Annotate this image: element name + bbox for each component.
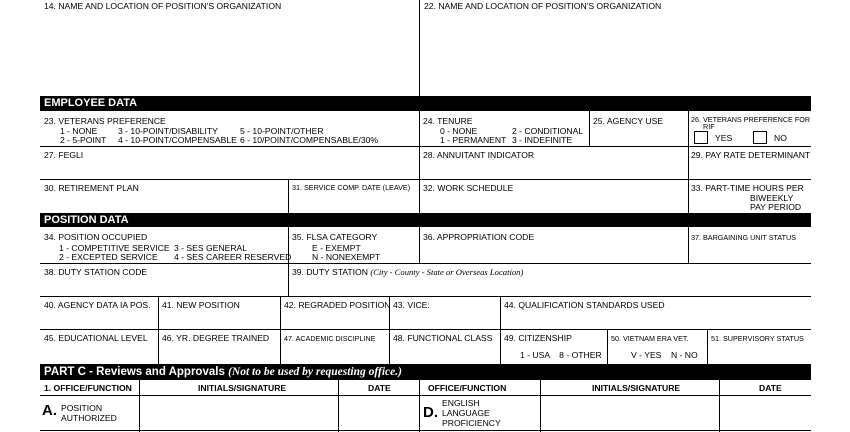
row-a-date-input[interactable] xyxy=(340,397,417,430)
field-29-label: 29. PAY RATE DETERMINANT xyxy=(691,150,811,160)
field-22-label: 22. NAME AND LOCATION OF POSITION'S ORGANIZATION xyxy=(424,1,662,11)
employee-data-header: EMPLOYEE DATA xyxy=(40,96,811,111)
field-39-label xyxy=(292,267,523,277)
field-26-label: 26. VETERANS PREFERENCE FOR xyxy=(691,115,811,124)
field-39-note: (City - County - State or Overseas Location) xyxy=(370,267,524,277)
vet-pref-opt-6: 6 - 10/POINT/COMPENSABLE/30% xyxy=(240,135,379,145)
vet-pref-opt-4: 4 - 10-POINT/COMPENSABLE xyxy=(118,135,237,145)
vet-pref-rif-yes-checkbox[interactable] xyxy=(694,131,708,144)
field-46-label: 46. YR. DEGREE TRAINED xyxy=(162,333,270,343)
flsa-opt-e: E - EXEMPT xyxy=(312,243,361,253)
vet-pref-opt-3: 3 - 10-POINT/DISABILITY xyxy=(118,126,218,136)
field-30-label: 30. RETIREMENT PLAN xyxy=(44,183,139,193)
col-date-2: DATE xyxy=(759,383,782,393)
row-d-signature-input[interactable] xyxy=(542,397,717,430)
vietnam-vet-options: V - YES N - NO xyxy=(631,350,698,360)
field-34-label: 34. POSITION OCCUPIED xyxy=(44,232,148,242)
row-d-letter: D. xyxy=(423,404,438,421)
field-33-label-biweekly: BIWEEKLY xyxy=(750,193,794,203)
row-a-label-1: POSITION xyxy=(61,403,103,413)
row-d-date-input[interactable] xyxy=(721,397,809,430)
field-23-label: 23. VETERANS PREFERENCE xyxy=(44,116,166,126)
field-44-label: 44. QUALIFICATION STANDARDS USED xyxy=(504,300,665,310)
part-c-title: PART C - Reviews and Approvals xyxy=(44,366,225,378)
field-49-label: 49. CITIZENSHIP xyxy=(504,333,572,343)
tenure-opt-1: 1 - PERMANENT xyxy=(440,135,507,145)
col-date-1: DATE xyxy=(368,383,391,393)
field-37-label: 37. BARGAINING UNIT STATUS xyxy=(691,233,797,242)
field-26-label-rif: RIF xyxy=(703,122,715,131)
field-35-label: 35. FLSA CATEGORY xyxy=(292,232,378,242)
pos-occ-opt-1: 1 - COMPETITIVE SERVICE xyxy=(59,243,170,253)
field-28-label: 28. ANNUITANT INDICATOR xyxy=(423,150,535,160)
vet-pref-opt-5: 5 - 10-POINT/OTHER xyxy=(240,126,324,136)
tenure-opt-3: 3 - INDEFINITE xyxy=(512,135,573,145)
row-a-signature-input[interactable] xyxy=(141,397,336,430)
field-22-input[interactable] xyxy=(422,12,810,94)
field-24-label: 24. TENURE xyxy=(423,116,473,126)
row-a-label-2: AUTHORIZED xyxy=(61,413,117,423)
row-d-label-1: ENGLISH xyxy=(442,398,480,408)
tenure-opt-2: 2 - CONDITIONAL xyxy=(512,126,584,136)
field-45-label: 45. EDUCATIONAL LEVEL xyxy=(44,333,148,343)
field-40-label: 40. AGENCY DATA IA POS. xyxy=(44,300,151,310)
divider xyxy=(419,0,420,96)
flsa-opt-n: N - NONEXEMPT xyxy=(312,252,381,262)
yes-label: YES xyxy=(715,133,733,143)
field-33-label: 33. PART-TIME HOURS PER xyxy=(691,183,804,193)
field-51-label: 51. SUPERVISORY STATUS xyxy=(711,334,804,343)
field-41-label: 41. NEW POSITION xyxy=(162,300,240,310)
pos-occ-opt-4: 4 - SES CAREER RESERVED xyxy=(174,252,292,262)
field-27-label: 27. FEGLI xyxy=(44,150,84,160)
position-data-header: POSITION DATA xyxy=(40,213,811,227)
vet-pref-opt-1: 1 - NONE xyxy=(60,126,98,136)
pos-occ-opt-2: 2 - EXCEPTED SERVICE xyxy=(59,252,158,262)
vet-pref-rif-no-checkbox[interactable] xyxy=(753,131,767,144)
col-office-function-1: 1. OFFICE/FUNCTION xyxy=(44,383,132,393)
col-office-function-2: OFFICE/FUNCTION xyxy=(428,383,507,393)
col-initials-signature-2: INITIALS/SIGNATURE xyxy=(592,383,681,393)
field-39-label-text: 39. DUTY STATION xyxy=(292,267,368,277)
field-43-label: 43. VICE: xyxy=(393,300,430,310)
field-42-label: 42. REGRADED POSITION xyxy=(284,300,391,310)
pos-occ-opt-3: 3 - SES GENERAL xyxy=(174,243,248,253)
field-33-label-payperiod: PAY PERIOD xyxy=(750,202,802,212)
row-d-label-2: LANGUAGE xyxy=(442,408,490,418)
row-a-letter: A. xyxy=(42,402,57,419)
field-25-label: 25. AGENCY USE xyxy=(593,116,664,126)
row-d-label-3: PROFICIENCY xyxy=(442,418,501,428)
no-label: NO xyxy=(774,133,787,143)
vet-pref-opt-2: 2 - 5-POINT xyxy=(60,135,107,145)
field-48-label: 48. FUNCTIONAL CLASS xyxy=(393,333,493,343)
part-c-header xyxy=(40,364,811,380)
field-36-label: 36. APPROPRIATION CODE xyxy=(423,232,535,242)
field-14-label: 14. NAME AND LOCATION OF POSITION'S ORGANIZATION xyxy=(44,1,282,11)
field-50-label: 50. VIETNAM ERA VET. xyxy=(611,334,689,343)
field-38-label: 38. DUTY STATION CODE xyxy=(44,267,148,277)
tenure-opt-0: 0 - NONE xyxy=(440,126,478,136)
field-31-label: 31. SERVICE COMP. DATE (LEAVE) xyxy=(292,183,411,192)
field-47-label: 47. ACADEMIC DISCIPLINE xyxy=(284,334,376,343)
part-c-note: (Not to be used by requesting office.) xyxy=(228,366,402,378)
field-32-label: 32. WORK SCHEDULE xyxy=(423,183,514,193)
field-14-input[interactable] xyxy=(44,12,418,94)
citizenship-options: 1 - USA 8 - OTHER xyxy=(520,350,602,360)
col-initials-signature-1: INITIALS/SIGNATURE xyxy=(198,383,287,393)
